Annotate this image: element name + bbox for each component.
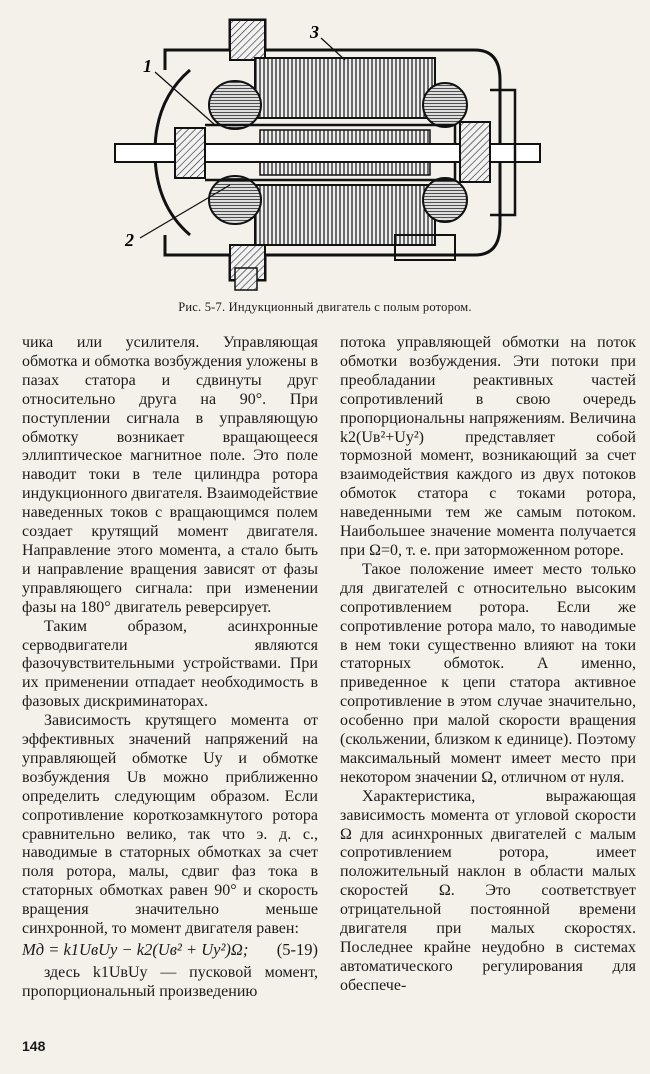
figure-label-3: 3 xyxy=(310,22,319,42)
winding-end-right-top xyxy=(423,83,467,127)
bearing-left xyxy=(175,128,205,178)
left-paragraph-2: Таким образом, асинхронные серводвигатели являются фазочувствительными устройствами. При их применении отпадает необходимость в фазовых дискриминаторах. xyxy=(22,617,318,711)
formula-expression: Mд = k1UвUу − k2(Uв² + Uу²)Ω; xyxy=(22,940,249,959)
left-paragraph-after-formula: здесь k1UвUу — пусковой момент, пропорциональный произведению xyxy=(22,963,318,1000)
right-paragraph-3: Характеристика, выражающая зависимость момента от угловой скорости Ω для асинхронных двигателей с малым сопротивлением ротора, имеет положительный наклон в области малых скоростей Ω. Это соответствует отрицательной постоянной времени двигателя при малых скоростях. Последнее крайне неудобно в системах автоматического регулирования для обеспече- xyxy=(340,787,636,994)
page-number: 148 xyxy=(22,1038,46,1054)
winding-end-left-top xyxy=(209,81,261,129)
figure-label-2: 2 xyxy=(125,230,134,250)
motor-cross-section-figure xyxy=(95,10,555,295)
formula-5-19 xyxy=(22,941,318,960)
stator-top xyxy=(255,58,435,118)
winding-end-right-bottom xyxy=(423,178,467,222)
left-paragraph-1: чика или усилителя. Управляющая обмотка и обмотка возбуждения уложены в пазах статора и сдвинуты друг относительно друга на 90°. При поступлении сигнала в управляющую обмотку возникает вращающееся эллиптическое магнитное поле. Это поле наводит токи в теле цилиндра ротора индукционного двигателя. Взаимодействие наведенных токов с вращающимся полем создает крутящий момент двигателя. Направление этого момента, а стало быть и направление вращения зависят от фазы управляющего сигнала: при изменении фазы на 180° двигатель реверсирует. xyxy=(22,334,318,616)
left-column xyxy=(22,334,318,1002)
right-paragraph-2: Такое положение имеет место только для двигателей с относительно высоким сопротивлением ротора. Если же сопротивление ротора мало, то наводимые в нем токи существенно влияют на токи статорных обмоток. А именно, приведенное к цепи статора активное сопротивление в этом случае значительно, особенно при малой скорости вращения (скольжении, близком к единице). Поэтому максимальный момент имеет место при некотором значении Ω, отличном от нуля. xyxy=(340,560,636,786)
formula-number: (5-19) xyxy=(276,940,318,959)
left-paragraph-3: Зависимость крутящего момента от эффективных значений напряжений на управляющей обмотке Uу и обмотке возбуждения Uв можно приближенно определить следующим образом. Если сопротивление короткозамкнутого ротора сравнительно велико, так что э. д. с., наводимые в статорных обмотках за счет поля ротора, малы, сдвиг фаз тока в статорных обмотках равен 90° и скорость вращения значительно меньше синхронной, то момент двигателя равен: xyxy=(22,712,318,938)
figure-label-1: 1 xyxy=(143,56,152,76)
right-paragraph-1: потока управляющей обмотки на поток обмотки возбуждения. Эти потоки при преобладании реактивных частей сопротивлений в свою очередь пропорциональны напряжениям. Величина k2(Uв²+Uу²) представляет собой тормозной момент, возникающий за счет взаимодействия каждого из двух потоков обмоток статора с токами ротора, наведенными тем же самым потоком. Наибольшее значение момента получается при Ω=0, т. е. при заторможенном роторе. xyxy=(340,334,636,559)
figure-caption: Рис. 5-7. Индукционный двигатель с полым ротором. xyxy=(178,300,472,314)
right-column xyxy=(340,334,636,996)
bearing-right xyxy=(460,122,490,182)
winding-end-left-bottom xyxy=(209,176,261,224)
